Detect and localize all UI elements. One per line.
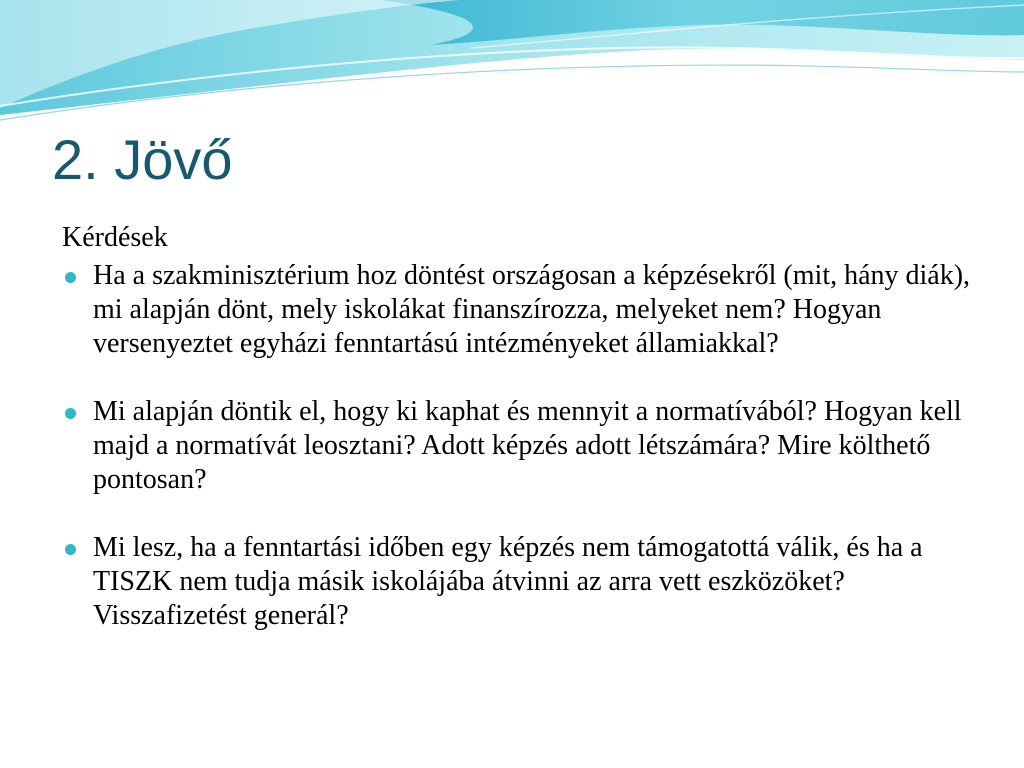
decorative-wave-header: [0, 0, 1024, 130]
slide-subheading: Kérdések: [62, 222, 168, 253]
bullet-list: [62, 259, 982, 633]
bullet-item: [62, 531, 982, 633]
bullet-text: Mi lesz, ha a fenntartási időben egy képzés nem támogatottá válik, és ha a TISZK nem tudja másik iskolájába átvinni az arra vett eszközöket? Visszafizetést generál?: [93, 532, 923, 631]
slide-content: [62, 221, 982, 633]
bullet-dot-icon: [65, 408, 76, 419]
bullet-dot-icon: [65, 544, 76, 555]
bullet-dot-icon: [65, 272, 76, 283]
bullet-text: Mi alapján döntik el, hogy ki kaphat és mennyit a normatívából? Hogyan kell majd a normatívát leosztani? Adott képzés adott létszámára? Mire költhető pontosan?: [93, 396, 962, 495]
bullet-item: [62, 395, 982, 497]
bullet-text: Ha a szakminisztérium hoz döntést országosan a képzésekről (mit, hány diák), mi alapján dönt, mely iskolákat finanszírozza, melyeket nem? Hogyan versenyeztet egyházi fenntartású intézményeket államiakkal?: [93, 260, 971, 359]
bullet-item: [62, 259, 982, 361]
slide-title: 2. Jövő: [52, 128, 233, 191]
